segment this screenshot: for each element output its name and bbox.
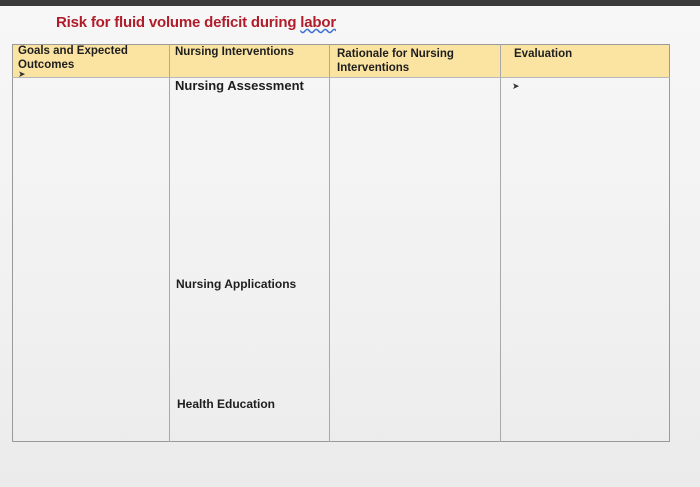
header-evaluation: Evaluation xyxy=(514,48,573,60)
section-nursing-assessment: Nursing Assessment xyxy=(175,78,304,93)
arrow-bullet-icon: ➤ xyxy=(18,69,26,79)
header-goals: Goals and Expected Outcomes xyxy=(18,45,128,71)
care-plan-table xyxy=(12,44,670,442)
title-text: Risk for fluid volume deficit during xyxy=(56,14,297,31)
column-divider-1 xyxy=(169,44,170,442)
document-title xyxy=(56,14,336,31)
section-nursing-applications: Nursing Applications xyxy=(176,277,297,291)
header-divider xyxy=(12,77,670,78)
column-divider-3 xyxy=(500,44,501,442)
header-rationale: Rationale for Nursing Interventions xyxy=(337,48,454,74)
header-interventions: Nursing Interventions xyxy=(175,46,294,58)
section-health-education: Health Education xyxy=(177,397,276,411)
title-underlined-word: labor xyxy=(300,14,336,31)
column-divider-2 xyxy=(329,44,330,442)
arrow-bullet-icon: ➤ xyxy=(512,81,520,91)
